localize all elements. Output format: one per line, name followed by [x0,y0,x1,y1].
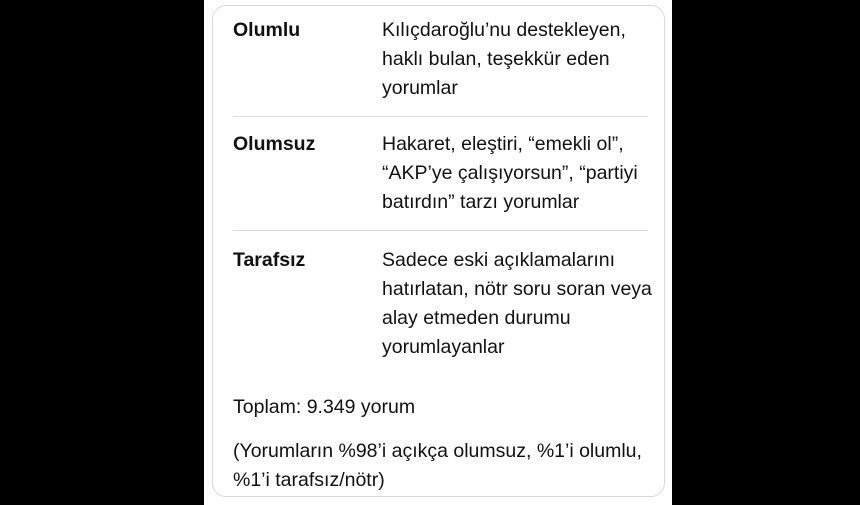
category-term: Tarafsız [233,249,306,271]
row-divider [233,116,648,117]
category-description: Sadece eski açıklamalarını hatırlatan, nötr soru soran veya alay etmeden durumu yorumlayanlar [382,249,652,358]
total-comments: Toplam: 9.349 yorum [233,396,416,418]
category-term: Olumlu [233,19,301,41]
row-divider [233,230,648,231]
category-description: Hakaret, eleştiri, “emekli ol”, “AKP’ye çalışıyorsun”, “partiyi batırdın” tarzı yorumlar [382,133,638,213]
page [204,0,672,505]
percentage-note: (Yorumların %98’i açıkça olumsuz, %1’i olumlu, %1’i tarafsız/nötr) [233,440,642,491]
category-description: Kılıçdaroğlu’nu destekleyen, haklı bulan, teşekkür eden yorumlar [382,19,626,99]
category-term: Olumsuz [233,133,316,155]
comment-category-card [212,5,665,497]
